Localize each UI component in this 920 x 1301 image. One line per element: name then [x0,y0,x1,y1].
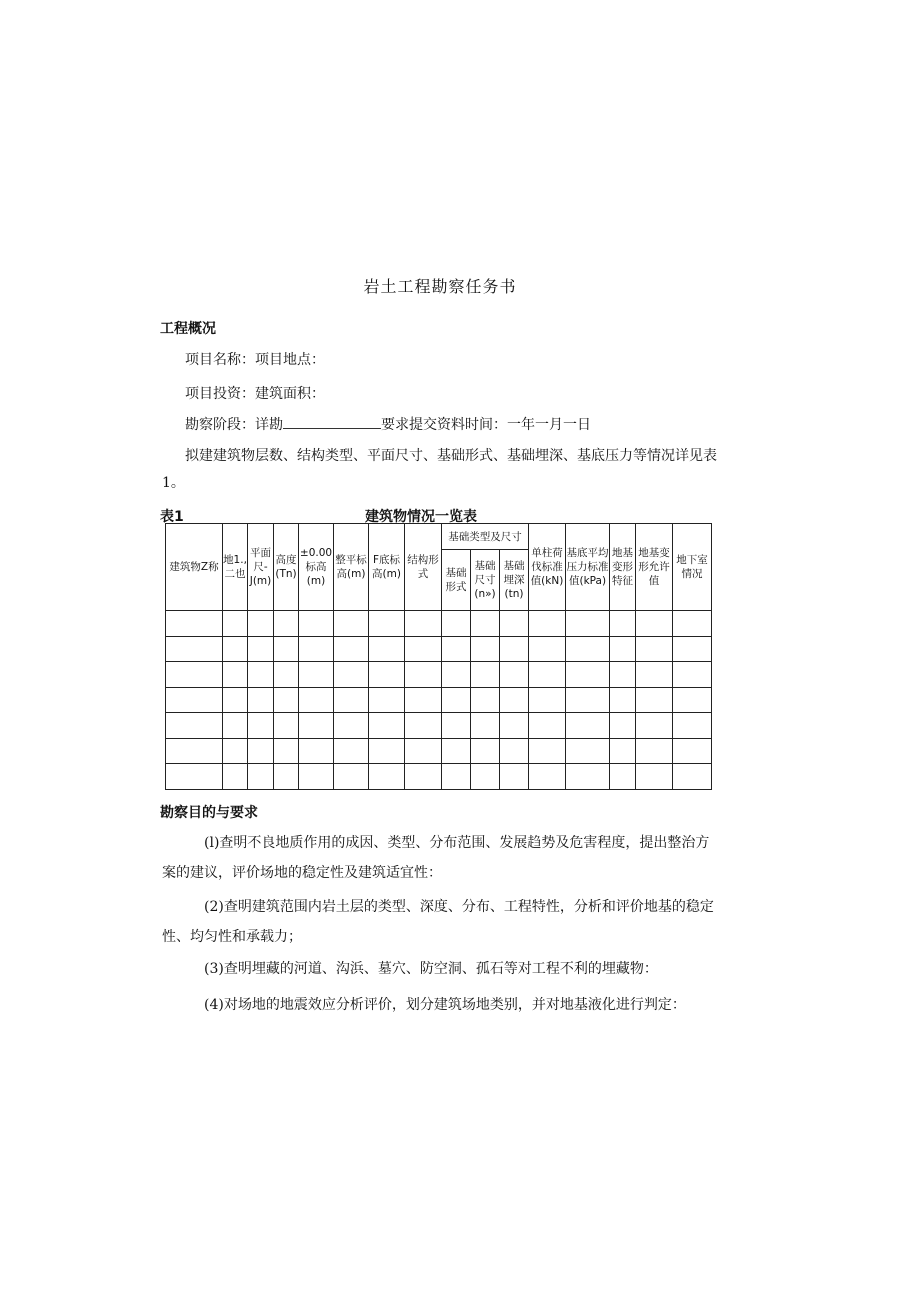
table-cell [471,687,500,713]
table-cell [369,687,405,713]
table-cell [500,611,529,637]
table-cell [166,611,223,637]
table-cell [274,764,299,790]
table-cell [369,662,405,688]
table-cell [673,764,712,790]
survey-stage-line [185,414,591,434]
table-cell [442,764,471,790]
table-cell [369,611,405,637]
table-cell [369,713,405,739]
table-cell [529,713,566,739]
header-allowable-deformation: 地基变形允许值 [636,524,673,611]
table-cell [405,713,442,739]
table-cell [529,662,566,688]
table-row [166,687,712,713]
header-foundation-group: 基础类型及尺寸 [442,524,529,550]
table-cell [566,687,610,713]
table-cell [442,636,471,662]
table-cell [673,662,712,688]
table-cell [248,738,274,764]
table-cell [673,738,712,764]
table-cell [636,687,673,713]
table-cell [223,611,248,637]
table-cell [500,662,529,688]
table-cell [610,611,636,637]
table-cell [471,738,500,764]
table-cell [299,611,334,637]
table-label: 表1 [160,509,184,525]
table-cell [274,738,299,764]
table-cell [566,764,610,790]
table-cell [223,687,248,713]
document-title: 岩土工程勘察任务书 [363,277,517,296]
project-investment-area-line: 项目投资：建筑面积： [185,386,325,402]
header-basement: 地下室情况 [673,524,712,611]
header-height: 高度(Tn) [274,524,299,611]
table-cell [529,636,566,662]
table-cell [274,636,299,662]
table-cell [471,713,500,739]
table-cell [334,662,369,688]
building-info-table [165,523,712,790]
table-cell [274,713,299,739]
table-header-row [166,524,712,550]
table-cell [166,662,223,688]
table-cell [610,738,636,764]
table-cell [334,764,369,790]
table-cell [529,738,566,764]
table-cell [334,611,369,637]
header-structure: 结构形式 [405,524,442,611]
table-cell [166,738,223,764]
table-cell [299,662,334,688]
table-cell [299,738,334,764]
table-cell [610,636,636,662]
table-cell [610,713,636,739]
table-cell [442,687,471,713]
table-cell [500,764,529,790]
table-cell [274,611,299,637]
deadline-label: 要求提交资料时间：一年一月一日 [381,417,591,433]
table-cell [500,636,529,662]
table-cell [223,738,248,764]
table-cell [442,611,471,637]
stage-blank-underline [283,418,381,429]
table-cell [636,764,673,790]
section-heading-purpose: 勘察目的与要求 [160,805,258,821]
header-foundation-depth: 基础埋深(tn) [500,550,529,611]
table-cell [405,662,442,688]
table-cell [673,713,712,739]
table-cell [248,662,274,688]
table-cell [673,687,712,713]
header-column-load: 单柱荷伐标准值(kN) [529,524,566,611]
table-row [166,662,712,688]
header-foundation-form: 基础形式 [442,550,471,611]
table-cell [636,738,673,764]
table-cell [299,636,334,662]
table-cell [248,713,274,739]
table-cell [248,611,274,637]
intro-paragraph: 拟建建筑物层数、结构类型、平面尺寸、基础形式、基础埋深、基底压力等情况详见表1。 [162,448,717,491]
header-foundation-size: 基础尺寸(n») [471,550,500,611]
table-cell [248,636,274,662]
table-cell [334,738,369,764]
table-cell [223,662,248,688]
table-cell [471,764,500,790]
table-cell [405,611,442,637]
table-cell [369,636,405,662]
table-cell [334,713,369,739]
table-cell [334,687,369,713]
header-floors: 地1.,二也 [223,524,248,611]
table-cell [299,713,334,739]
table-cell [566,738,610,764]
table-cell [405,636,442,662]
table-cell [636,713,673,739]
requirement-item-3: (3)查明埋藏的河道、沟浜、墓穴、防空洞、孤石等对工程不利的埋藏物： [204,961,658,977]
section-heading-overview: 工程概况 [160,321,216,337]
table-cell [610,764,636,790]
requirement-item-4: (4)对场地的地震效应分析评价，划分建筑场地类别，并对地基液化进行判定： [204,997,686,1013]
table-cell [636,662,673,688]
table-row [166,738,712,764]
table-cell [529,611,566,637]
header-base-pressure: 基底平均压力标准值(kPa) [566,524,610,611]
table-cell [442,662,471,688]
table-cell [274,687,299,713]
table-row [166,713,712,739]
table-cell [529,764,566,790]
table-cell [299,764,334,790]
survey-stage-label: 勘察阶段：详勘 [185,417,283,433]
table-row [166,611,712,637]
table-cell [471,662,500,688]
table-body [166,611,712,790]
table-cell [500,713,529,739]
table-cell [636,636,673,662]
table-cell [223,713,248,739]
table-cell [248,687,274,713]
table-cell [673,636,712,662]
table-cell [636,611,673,637]
table-caption: 建筑物情况一览表 [365,509,477,525]
table-cell [500,738,529,764]
table-cell [610,687,636,713]
table-cell [405,764,442,790]
table-cell [369,738,405,764]
table-cell [442,738,471,764]
table-row [166,764,712,790]
table-cell [500,687,529,713]
header-elev-000: ±0.00标高(m) [299,524,334,611]
table-cell [369,764,405,790]
table-cell [566,662,610,688]
project-name-location-line: 项目名称：项目地点： [185,352,325,368]
table-row [166,636,712,662]
table-cell [299,687,334,713]
table-cell [223,764,248,790]
table-cell [529,687,566,713]
table-cell [566,636,610,662]
table-cell [166,764,223,790]
header-graded-elev: 整平标高(m) [334,524,369,611]
header-building-name: 建筑物Z称 [166,524,223,611]
table-cell [248,764,274,790]
table-cell [610,662,636,688]
table-cell [471,611,500,637]
table-cell [566,713,610,739]
table-cell [166,636,223,662]
table-cell [405,687,442,713]
table-cell [673,611,712,637]
header-base-elev: F底标高(m) [369,524,405,611]
table-cell [223,636,248,662]
requirement-item-1: (l)查明不良地质作用的成因、类型、分布范围、发展趋势及危害程度，提出整治方案的建议，评价场地的稳定性及建筑适宜性： [162,835,710,881]
requirement-item-2: (2)查明建筑范围内岩土层的类型、深度、分布、工程特性，分析和评价地基的稳定性、均匀性和承载力； [162,899,714,945]
table-cell [405,738,442,764]
table-cell [566,611,610,637]
table-cell [471,636,500,662]
header-plan-size: 平面尺-J(m) [248,524,274,611]
header-deformation-feature: 地基变形特征 [610,524,636,611]
table-cell [166,687,223,713]
table-cell [274,662,299,688]
table-cell [442,713,471,739]
table-cell [334,636,369,662]
table-cell [166,713,223,739]
